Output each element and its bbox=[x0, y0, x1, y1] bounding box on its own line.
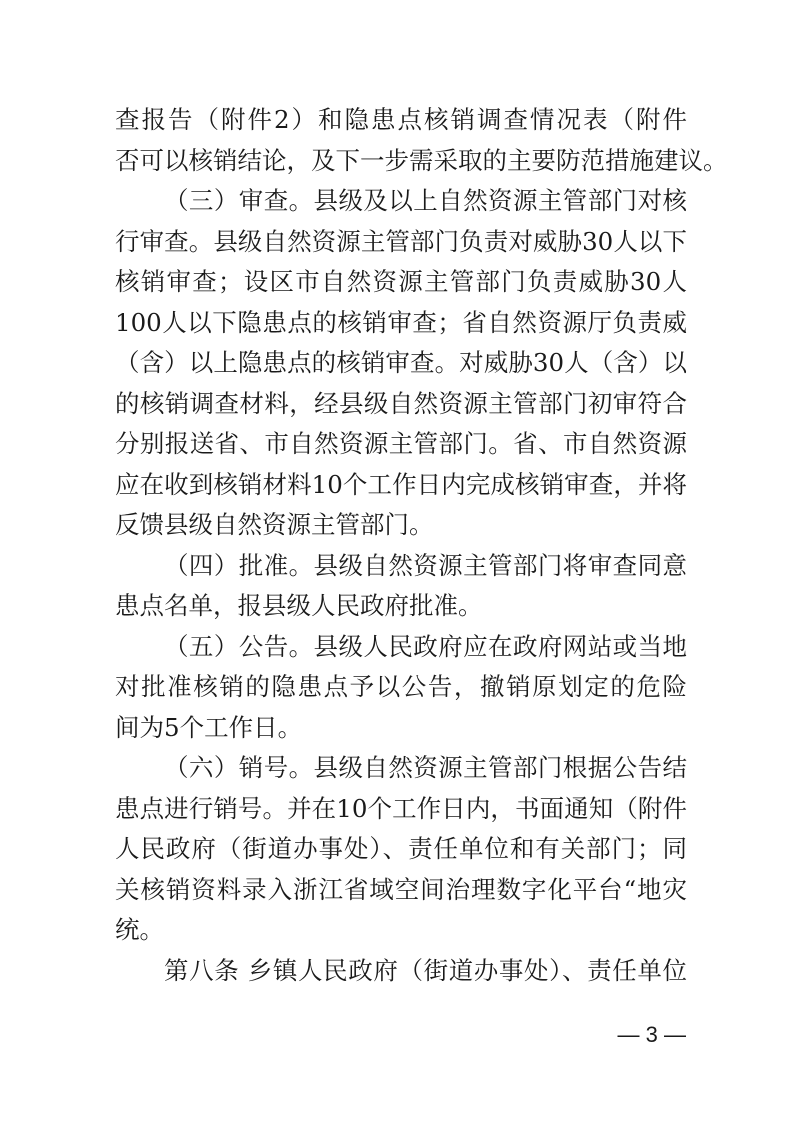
text-line: 人民政府（街道办事处）、责任单位和有关部门；同 bbox=[115, 834, 687, 863]
page-number: — 3 — bbox=[617, 1022, 686, 1047]
text-line: 否可以核销结论，及下一步需采取的主要防范措施建议。 bbox=[115, 145, 728, 175]
text-line: 患点名单，报县级人民政府批准。 bbox=[115, 591, 483, 620]
text-line: 反馈县级自然资源主管部门。 bbox=[115, 510, 434, 539]
paragraph-3-heading-line: （三）审查。县级及以上自然资源主管部门对核 bbox=[164, 186, 687, 215]
article-8-heading-line: 第八条 乡镇人民政府（街道办事处）、责任单位 bbox=[164, 955, 687, 985]
paragraph-5-heading-line: （五）公告。县级人民政府应在政府网站或当地 bbox=[164, 631, 687, 661]
paragraph-4-heading-line: （四）批准。县级自然资源主管部门将审查同意 bbox=[164, 550, 687, 580]
text-line: 查报告（附件2）和隐患点核销调查情况表（附件 bbox=[115, 105, 687, 134]
text-line: 关核销资料录入浙江省域空间治理数字化平台“地灾 bbox=[115, 874, 687, 904]
text-line: 核销审查；设区市自然资源主管部门负责威胁30人 bbox=[115, 267, 687, 296]
text-line: 应在收到核销材料10个工作日内完成核销审查，并将 bbox=[115, 469, 687, 499]
text-line: 分别报送省、市自然资源主管部门。省、市自然资源 bbox=[115, 429, 687, 458]
text-line: 行审查。县级自然资源主管部门负责对威胁30人以下 bbox=[115, 226, 687, 256]
paragraph-6-heading-line: （六）销号。县级自然资源主管部门根据公告结 bbox=[164, 753, 687, 782]
text-line: 的核销调查材料，经县级自然资源主管部门初审符合 bbox=[115, 388, 687, 418]
text-line: 统。 bbox=[115, 915, 164, 944]
text-line: 100人以下隐患点的核销审查；省自然资源厅负责威 bbox=[115, 307, 687, 337]
text-line: 间为5个工作日。 bbox=[115, 712, 303, 742]
text-line: 患点进行销号。并在10个工作日内，书面通知（附件 bbox=[115, 793, 687, 823]
document-body bbox=[115, 100, 728, 991]
text-line: 对批准核销的隐患点予以公告，撤销原划定的危险 bbox=[115, 672, 687, 701]
text-line: （含）以上隐患点的核销审查。对威胁30人（含）以 bbox=[115, 348, 687, 377]
